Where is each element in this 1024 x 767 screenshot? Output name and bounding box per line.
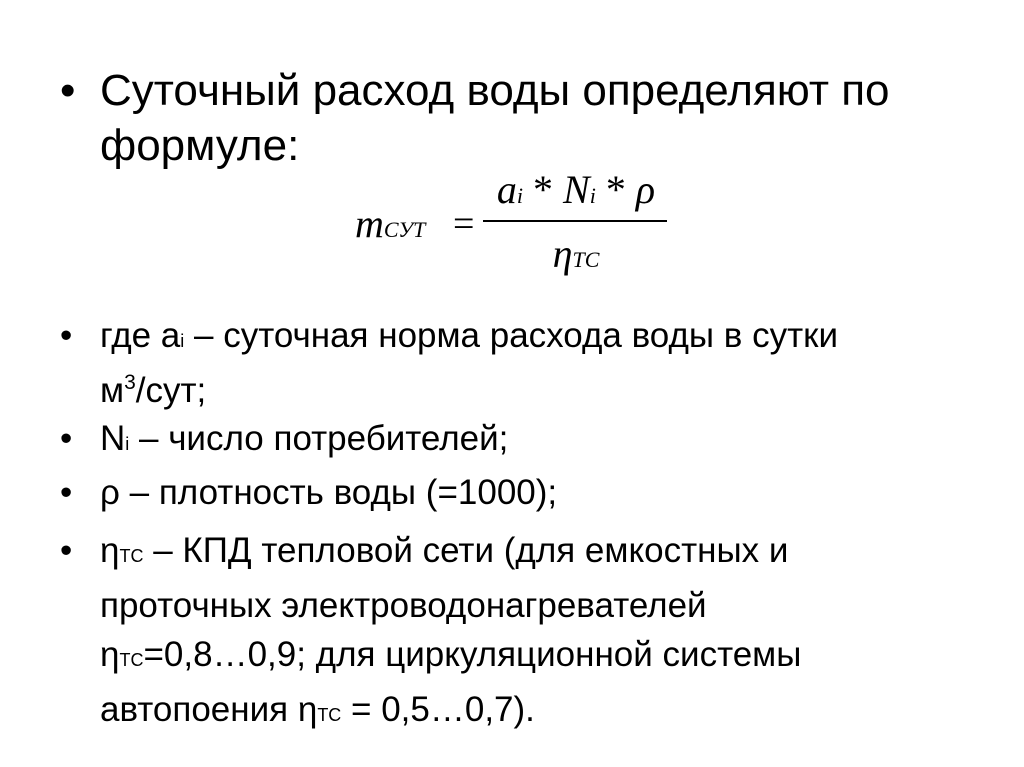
definition-eta-symbol: η [100, 531, 120, 570]
formula-n: N [563, 167, 590, 212]
formula-multiply-1: * [523, 167, 564, 212]
eta-subscript-2: ТС [119, 650, 144, 670]
definition-text-n [100, 414, 1000, 469]
heading-line-2: формуле: [100, 121, 300, 170]
eta-symbol-2: η [100, 635, 120, 674]
formula-a-subscript: i [516, 183, 524, 208]
definition-a-symbol: где a [100, 316, 181, 355]
definition-n-line-1 [100, 414, 1000, 469]
formula-multiply-2: * [595, 167, 636, 212]
bullet-icon: • [60, 419, 73, 458]
definition-text-a [100, 311, 1000, 420]
definition-eta-line-1 [100, 526, 1000, 581]
formula-lhs-subscript: СУТ [383, 217, 426, 242]
formula-a: a [496, 167, 517, 212]
formula-fraction-bar [483, 220, 667, 222]
definition-a-description: – суточная норма расхода воды в сутки [184, 316, 839, 355]
definition-eta-line-2: проточных электроводонагревателей [100, 586, 707, 625]
eta-symbol-3: автопоения η [100, 690, 318, 729]
formula-n-subscript: i [589, 183, 596, 208]
bullet-icon: • [60, 531, 73, 570]
definition-a-line-2 [100, 366, 1000, 420]
definition-eta-description: – КПД тепловой сети (для емкостных и [143, 531, 789, 570]
definition-eta-line-4 [100, 685, 1000, 740]
eta-subscript-3: ТС [317, 705, 342, 725]
definition-a-subscript: i [180, 331, 185, 351]
heading-line-1: Суточный расход воды определяют по [100, 66, 890, 115]
eta-range-electric: =0,8…0,9; для циркуляционной системы [143, 635, 802, 674]
formula-eta-subscript: TC [572, 247, 600, 272]
formula-equals: = [453, 203, 475, 245]
formula-numerator [487, 166, 665, 213]
formula-eta: η [552, 231, 573, 276]
formula-rho: ρ [635, 167, 656, 212]
definition-n-description: – число потребителей; [129, 419, 509, 458]
bullet-icon: • [60, 473, 73, 512]
definition-text-rho: ρ – плотность воды (=1000); [100, 473, 558, 512]
heading-text [100, 63, 1000, 173]
definition-eta-line-3 [100, 630, 1000, 685]
definition-eta-subscript: ТС [119, 546, 144, 566]
definition-text-eta [100, 526, 1000, 740]
bullet-icon: • [60, 66, 76, 115]
daily-consumption-formula [355, 167, 675, 282]
unit-per-day: /сут; [135, 371, 207, 410]
formula-lhs-var: m [355, 201, 384, 246]
formula-lhs [355, 200, 425, 247]
unit-m: м [100, 371, 125, 410]
bullet-icon: • [60, 316, 73, 355]
unit-exponent: 3 [124, 371, 136, 394]
eta-range-circulation: = 0,5…0,7). [341, 690, 535, 729]
definition-n-subscript: i [125, 434, 130, 454]
formula-denominator [487, 230, 665, 277]
definition-n-symbol: N [100, 419, 126, 458]
definition-a-line-1 [100, 311, 1000, 366]
